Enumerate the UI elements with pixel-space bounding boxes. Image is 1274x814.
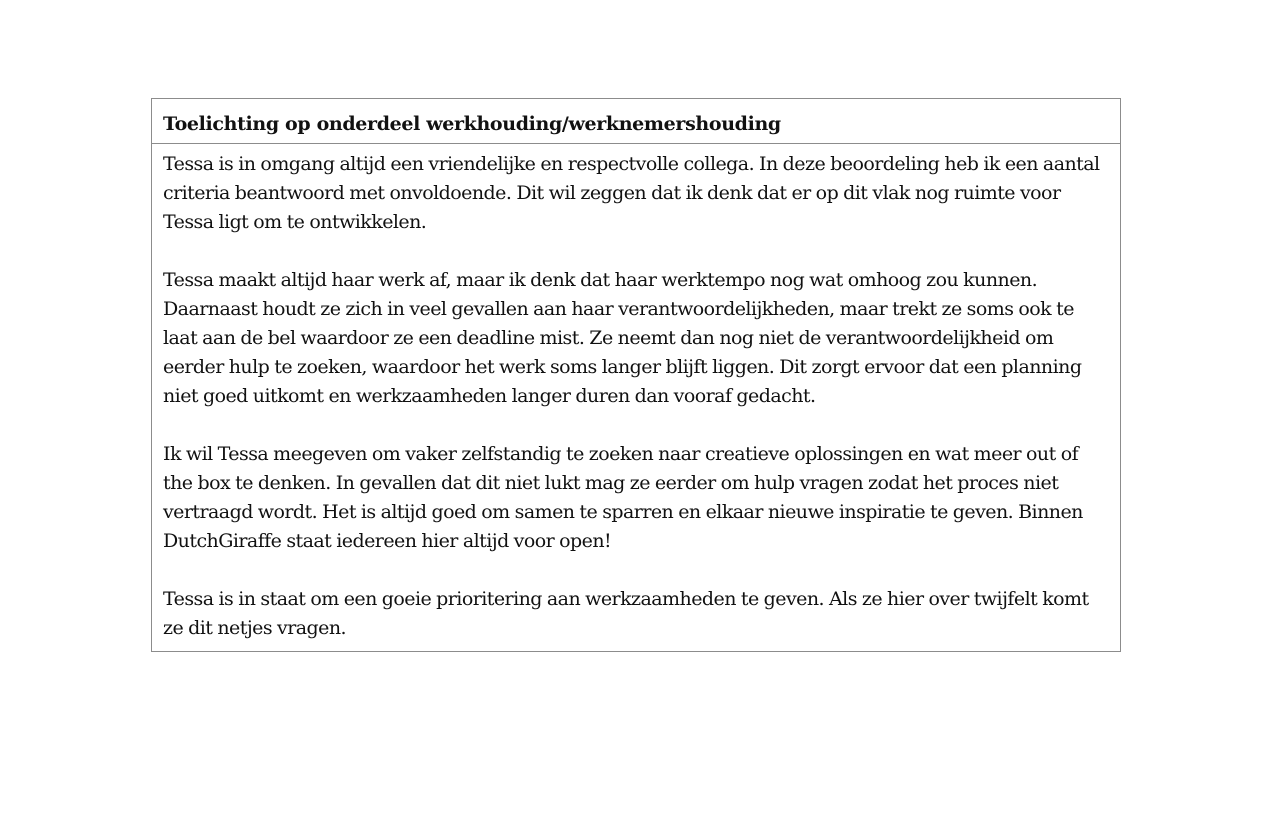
paragraph-2: Tessa maakt altijd haar werk af, maar ik denk dat haar werktempo nog wat omhoog zou kunnen. Daarnaast houdt ze zich in veel gevallen aan haar verantwoordelijkheden, maar trekt ze soms ook te laat aan de bel waardoor ze een deadline mist. Ze neemt dan nog niet de verantwoordelijkheid om eerder hulp te zoeken, waardoor het werk soms langer blijft liggen. Dit zorgt ervoor dat een planning niet goed uitkomt en werkzaamheden langer duren dan vooraf gedacht.	[163, 269, 1082, 407]
paragraph-1: Tessa is in omgang altijd een vriendelijke en respectvolle collega. In deze beoordeling heb ik een aantal criteria beantwoord met onvoldoende. Dit wil zeggen dat ik denk dat er op dit vlak nog ruimte voor Tessa ligt om te ontwikkelen.	[163, 153, 1100, 233]
paragraph-3: Ik wil Tessa meegeven om vaker zelfstandig te zoeken naar creatieve oplossingen en wat meer out of the box te denken. In gevallen dat dit niet lukt mag ze eerder om hulp vragen zodat het proces niet vertraagd wordt. Het is altijd goed om samen te sparren en elkaar nieuwe inspiratie te geven. Binnen DutchGiraffe staat iedereen hier altijd voor open!	[163, 443, 1083, 552]
table-header: Toelichting op onderdeel werkhouding/werknemershouding	[152, 99, 1120, 144]
table-body	[152, 144, 1120, 651]
paragraph-4: Tessa is in staat om een goeie prioritering aan werkzaamheden te geven. Als ze hier over twijfelt komt ze dit netjes vragen.	[163, 588, 1089, 639]
evaluation-table	[151, 98, 1121, 652]
